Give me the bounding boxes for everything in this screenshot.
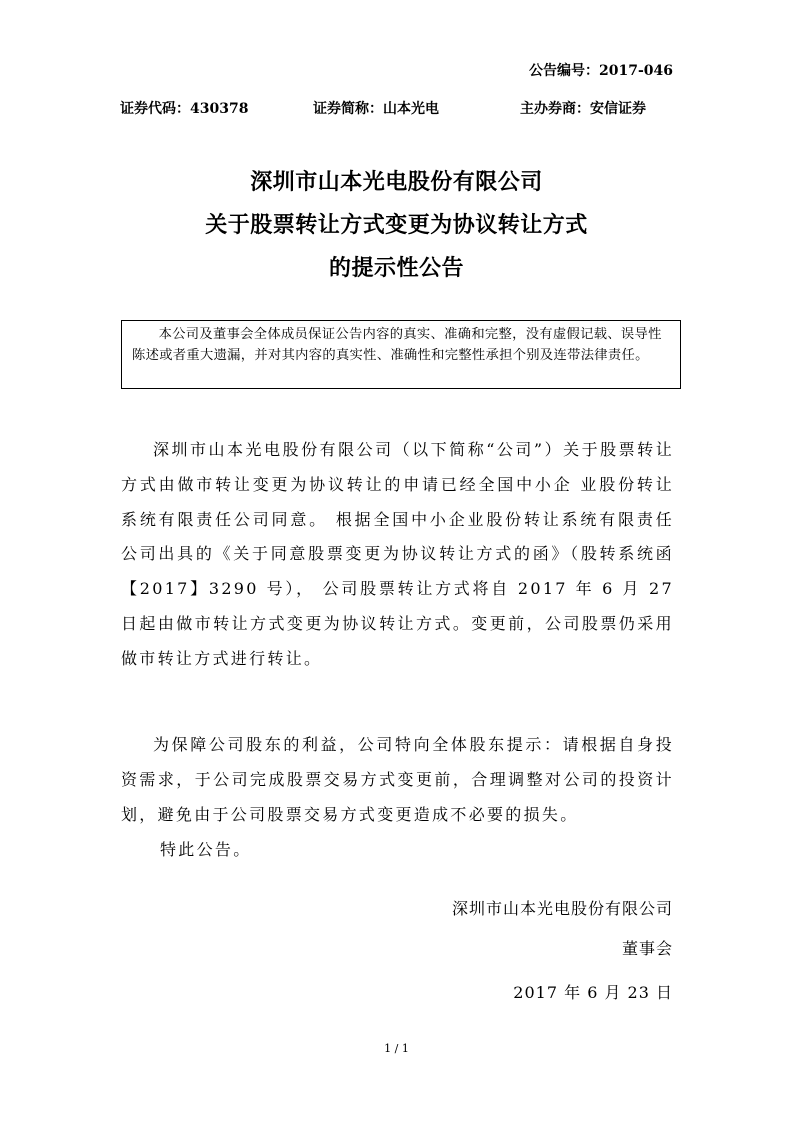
paragraph-1-text: 深圳市山本光电股份有限公司（以下简称“公司”）关于股票转让方式由做市转让变更为协议转让的申请已经全国中小企 业股份转让系统有限责任公司同意。 根据全国中小企业股份转让系统有限责任公司出具的《关于同意股票变更为协议转让方式的函》（股转系统函【2017】3290 号）， 公司股票转让方式将自 2017 年 6 月 27 日起由做市转让方式变更为协议转让方式。变更前，公司股票仍采用做市转让方式进行转让。 — [121, 440, 674, 668]
signature-company: 深圳市山本光电股份有限公司 — [451, 899, 673, 918]
securities-abbreviation: 证券简称：山本光电 — [313, 101, 439, 117]
signature-board: 董事会 — [621, 939, 673, 958]
disclaimer-box — [121, 320, 681, 389]
disclaimer-text: 本公司及董事会全体成员保证公告内容的真实、准确和完整，没有虚假记载、误导性陈述或者重大遗漏，并对其内容的真实性、准确性和完整性承担个别及连带法律责任。 — [132, 327, 662, 363]
body-paragraph-2 — [121, 728, 674, 832]
document-title-line-2: 关于股票转让方式变更为协议转让方式 — [205, 212, 588, 238]
document-title-line-1: 深圳市山本光电股份有限公司 — [250, 169, 543, 195]
securities-code: 证券代码：430378 — [120, 101, 249, 117]
sponsor-broker: 主办券商：安信证券 — [520, 101, 646, 117]
page-number: 1 / 1 — [384, 1042, 409, 1055]
body-paragraph-1 — [121, 433, 674, 677]
paragraph-2-text: 为保障公司股东的利益，公司特向全体股东提示：请根据自身投资需求，于公司完成股票交易方式变更前，合理调整对公司的投资计划，避免由于公司股票交易方式变更造成不必要的损失。 — [121, 735, 674, 824]
signature-date: 2017 年 6 月 23 日 — [513, 983, 673, 1002]
announcement-number: 公告编号：2017-046 — [529, 63, 673, 79]
document-title-line-3: 的提示性公告 — [328, 255, 464, 281]
closing-statement: 特此公告。 — [160, 840, 252, 859]
